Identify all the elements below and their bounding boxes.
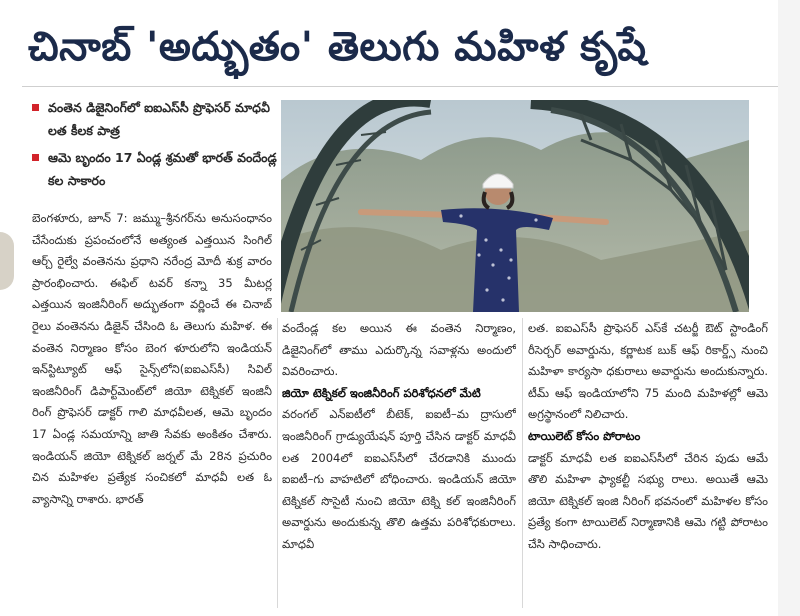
headline-divider [22,86,778,87]
column-divider [277,318,278,608]
section-subhead: టాయిలెట్ కోసం పోరాటం [528,428,641,443]
section-subhead: జియో టెక్నికల్ ఇంజినీరింగ్ పరిశోధనలో మేటి [282,385,481,400]
highlight-item [30,146,278,192]
article-headline: చినాబ్ 'అద్భుతం' తెలుగు మహిళ కృషే [28,24,647,70]
article-highlights [30,96,278,196]
column-divider [522,318,523,608]
highlight-text: వంతెన డిజైనింగ్‌లో ఐఐఎస్‌సీ ప్రొఫెసర్ మాధవీ లత కీలక పాత్ర [48,100,270,138]
body-paragraph: డాక్టర్ మాధవీ లత ఐఐఎస్‌సీలో చేరిన పుడు ఆమే తొలి మహిళా ఫ్యాకల్టీ సభ్యు రాలు. అయితే ఆమె జియో టెక్నికల్ ఇంజి నీరింగ్ భవనంలో మహిళల కోసం ప్రత్యే కంగా టాయిలెట్ నిర్మాణానికి ఆమె గట్టి పోరాటం చేసి సాధించారు. [528,450,768,551]
highlight-text: ఆమె బృందం 17 ఏండ్ల శ్రమతో భారత్ వందేండ్ల కల సాకారం [48,150,277,188]
highlight-item [30,96,278,142]
article-column-1 [32,208,272,608]
article-column-2 [282,318,516,610]
article-column-3 [528,318,768,610]
partial-photo-edge [0,232,14,290]
body-paragraph: బెంగళూరు, జూన్ 7: జమ్ము–శ్రీనగర్‌ను అనుసంధానం చేసేందుకు ప్రపంచంలోనే అత్యంత ఎత్తయిన సింగిల్ ఆర్చ్ రైల్వే వంతెనను ప్రధాని నరేంద్ర మోదీ శుక్ర వారం ప్రారంభించారు. ఈఫిల్ టవర్ కన్నా 35 మీటర్ల ఎత్తయిన ఇంజినీరింగ్ అద్భుతంగా వర్ణించే ఈ చినాబ్ రైలు వంతెనను డిజైన్ చేసింది ఓ తెలుగు మహిళ. ఈ వంతెన నిర్మాణం కోసం బెంగ ళూరులోని ఇండియన్ ఇన్‌స్టిట్యూట్ ఆఫ్ సైన్స్‌లోని(ఐఐఎస్‌సీ) సివిల్ ఇంజినీరింగ్ డిపార్ట్‌మెంట్‌లో జియో టెక్నికల్ ఇంజినీ రింగ్ ప్రొఫెసర్ డాక్టర్ గాలి మాధవీలత, ఆమె బృందం 17 ఏండ్ల సమయాన్ని జాతి సేవకు అంకితం చేశారు. ఇండియన్ జియో టెక్నికల్ జర్నల్ మే 28న ప్రచురిం చిన మహిళల ప్రత్యేక సంచికలో మాధవీ లత ఓ వ్యాసాన్ని రాశారు. భారత్ [32,211,272,506]
body-paragraph: లత. ఐఐఎస్‌సీ ప్రొఫెసర్ ఎస్‌కే చటర్జీ ఔట్ స్టాండింగ్ రీసెర్చర్ అవార్డును, కర్ణాటక బుక్ ఆఫ్ రికార్డ్స్ నుంచి మహిళా కార్యసా ధకురాలు అవార్డును అందుకున్నారు. టీమ్ ఆఫ్ ఇండియాలోని 75 మంది మహిళల్లో ఆమె అగ్రస్థానంలో నిలిచారు. [528,321,768,422]
square-bullet-icon [32,154,39,161]
bridge-photo [281,100,749,312]
page-edge-margin [778,0,800,616]
square-bullet-icon [32,104,39,111]
body-paragraph: వరంగల్ ఎన్ఐటీలో బీటెక్, ఐఐటీ–మ ద్రాసులో ఇంజినీరింగ్ గ్రాడ్యుయేషన్ పూర్తి చేసిన డాక్టర్ మాధవీ లత 2004లో ఐఐఎస్‌సీలో చేరడానికి ముందు ఐఐటీ–గు వాహటిలో బోధించారు. ఇండియన్ జియో టెక్నికల్ సొసైటీ నుంచి జియో టెక్ని కల్ ఇంజినీరింగ్ అవార్డును అందుకున్న తొలి ఉత్తమ పరిశోధకురాలు. మాధవీ [282,407,516,551]
body-paragraph: వందేండ్ల కల అయిన ఈ వంతెన నిర్మాణం, డిజైనింగ్‌లో తాము ఎదుర్కొన్న సవాళ్లను అందులో వివరించారు. [282,321,516,379]
chenab-bridge-photo-illustration [281,100,749,312]
